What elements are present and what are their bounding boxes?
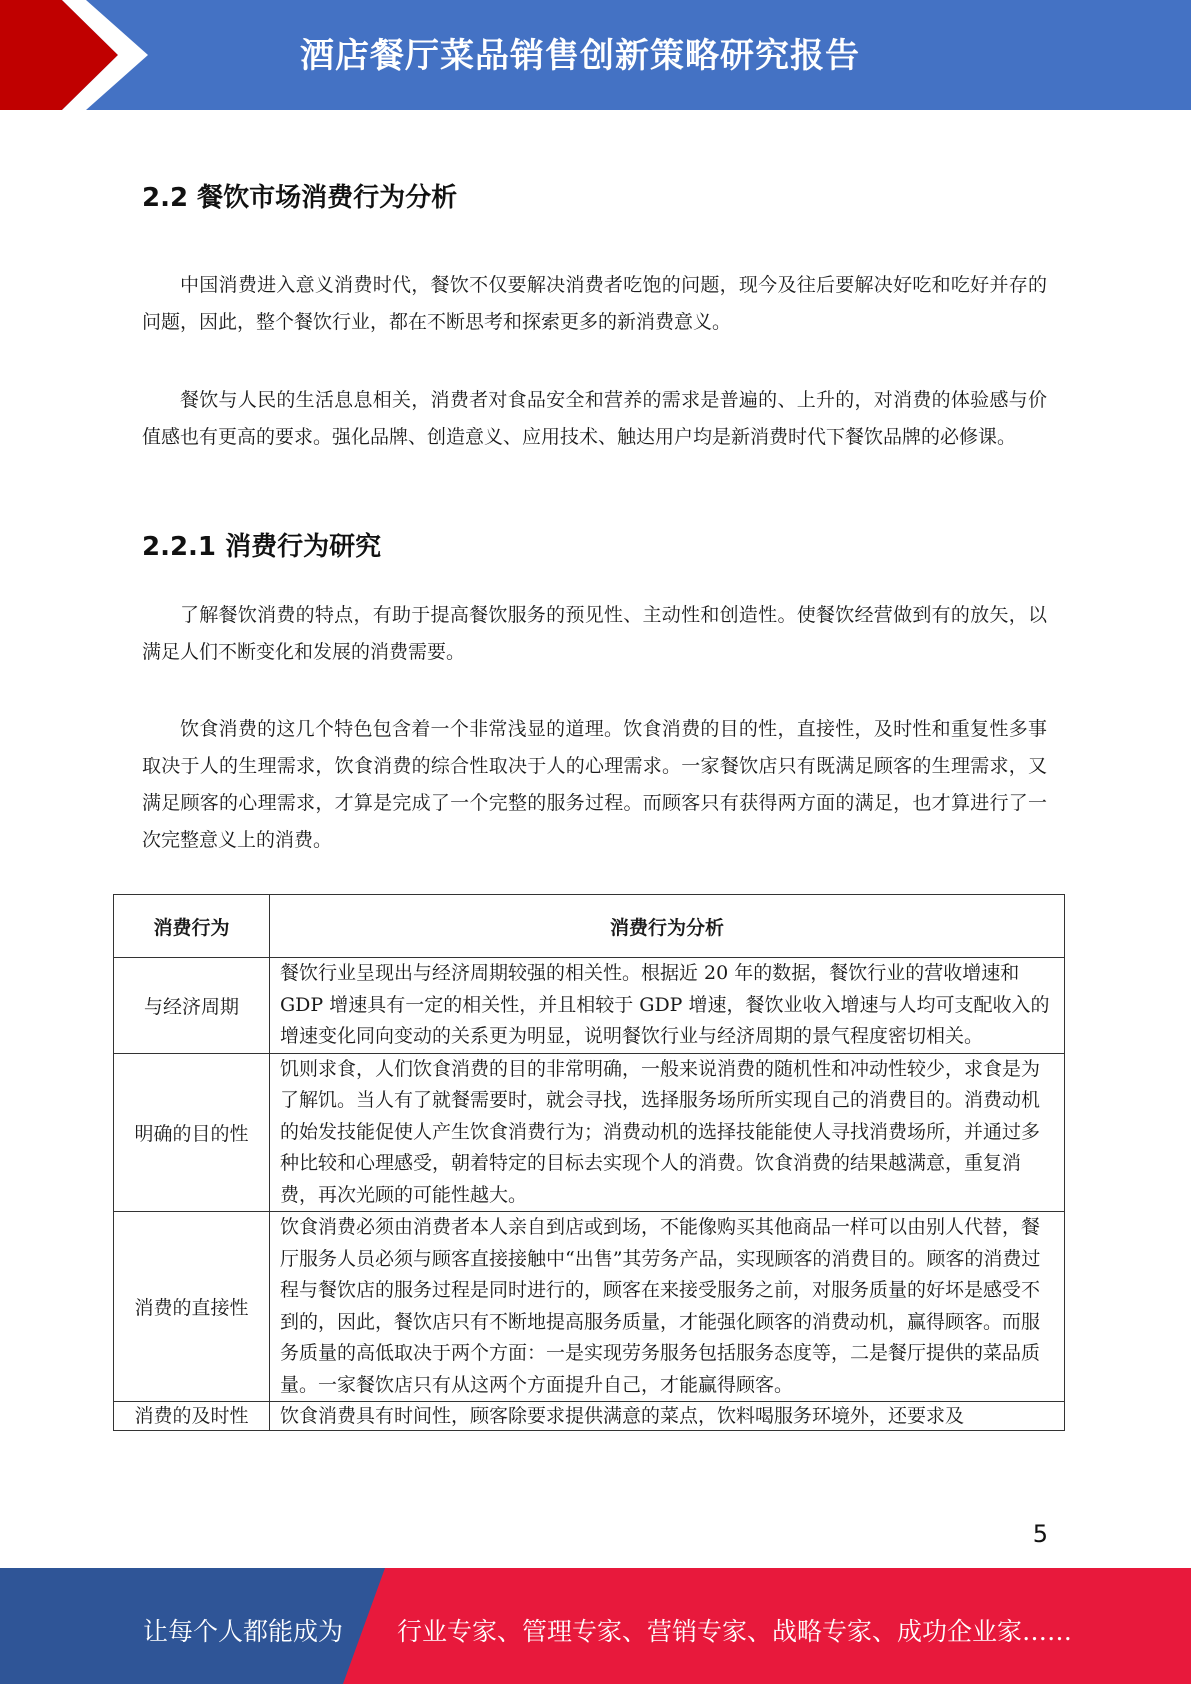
page-number: 5 <box>1032 1520 1048 1548</box>
consumer-behavior-table <box>113 894 1065 1431</box>
table-header-behavior: 消费行为 <box>114 895 270 958</box>
table-cell-analysis: 餐饮行业呈现出与经济周期较强的相关性。根据近 20 年的数据，餐饮行业的营收增速和 GDP 增速具有一定的相关性，并且相较于 GDP 增速，餐饮业收入增速与人均可支配收入的增速变化同向变动的关系更为明显，说明餐饮行业与经济周期的景气程度密切相关。 <box>270 958 1065 1054</box>
subsection-title: 2.2.1 消费行为研究 <box>142 532 382 562</box>
section-paragraph-1: 中国消费进入意义消费时代，餐饮不仅要解决消费者吃饱的问题，现今及往后要解决好吃和吃好并存的问题，因此，整个餐饮行业，都在不断思考和探索更多的新消费意义。 <box>142 274 1047 333</box>
table-row <box>114 1212 1065 1402</box>
table-cell-behavior: 消费的直接性 <box>114 1212 270 1402</box>
footer-slogan-right: 行业专家、管理专家、营销专家、战略专家、成功企业家…… <box>397 1617 1073 1646</box>
table-row <box>114 958 1065 1054</box>
table-cell-analysis: 饮食消费具有时间性，顾客除要求提供满意的菜点，饮料喝服务环境外，还要求及 <box>270 1402 1065 1431</box>
table-cell-behavior: 消费的及时性 <box>114 1402 270 1431</box>
footer-banner <box>0 1568 1191 1684</box>
table-header-analysis: 消费行为分析 <box>270 895 1065 958</box>
header-banner <box>0 0 1191 110</box>
table-row <box>114 1402 1065 1431</box>
section-paragraph-2: 餐饮与人民的生活息息相关，消费者对食品安全和营养的需求是普遍的、上升的，对消费的体验感与价值感也有更高的要求。强化品牌、创造意义、应用技术、触达用户均是新消费时代下餐饮品牌的必修课。 <box>142 389 1047 448</box>
table-cell-behavior: 明确的目的性 <box>114 1053 270 1212</box>
table-row <box>114 1053 1065 1212</box>
section-title: 2.2 餐饮市场消费行为分析 <box>142 183 458 213</box>
table-header-row <box>114 895 1065 958</box>
footer-slogan-left: 让每个人都能成为 <box>143 1617 344 1646</box>
subsection-paragraph-1: 了解餐饮消费的特点，有助于提高餐饮服务的预见性、主动性和创造性。使餐饮经营做到有的放矢，以满足人们不断变化和发展的消费需要。 <box>142 604 1047 663</box>
header-title: 酒店餐厅菜品销售创新策略研究报告 <box>300 36 860 76</box>
subsection-paragraph-2: 饮食消费的这几个特色包含着一个非常浅显的道理。饮食消费的目的性，直接性，及时性和重复性多事取决于人的生理需求，饮食消费的综合性取决于人的心理需求。一家餐饮店只有既满足顾客的生理需求，又满足顾客的心理需求，才算是完成了一个完整的服务过程。而顾客只有获得两方面的满足，也才算进行了一次完整意义上的消费。 <box>142 718 1047 851</box>
table-cell-analysis: 饮食消费必须由消费者本人亲自到店或到场，不能像购买其他商品一样可以由别人代替，餐厅服务人员必须与顾客直接接触中“出售”其劳务产品，实现顾客的消费目的。顾客的消费过程与餐饮店的服务过程是同时进行的，顾客在来接受服务之前，对服务质量的好坏是感受不到的，因此，餐饮店只有不断地提高服务质量，才能强化顾客的消费动机，赢得顾客。而服务质量的高低取决于两个方面：一是实现劳务服务包括服务态度等，二是餐厅提供的菜品质量。一家餐饮店只有从这两个方面提升自己，才能赢得顾客。 <box>270 1212 1065 1402</box>
table-cell-analysis: 饥则求食，人们饮食消费的目的非常明确，一般来说消费的随机性和冲动性较少，求食是为了解饥。当人有了就餐需要时，就会寻找，选择服务场所所实现自己的消费目的。消费动机的始发技能促使人产生饮食消费行为；消费动机的选择技能能使人寻找消费场所，并通过多种比较和心理感受，朝着特定的目标去实现个人的消费。饮食消费的结果越满意，重复消费，再次光顾的可能性越大。 <box>270 1053 1065 1212</box>
table-cell-behavior: 与经济周期 <box>114 958 270 1054</box>
